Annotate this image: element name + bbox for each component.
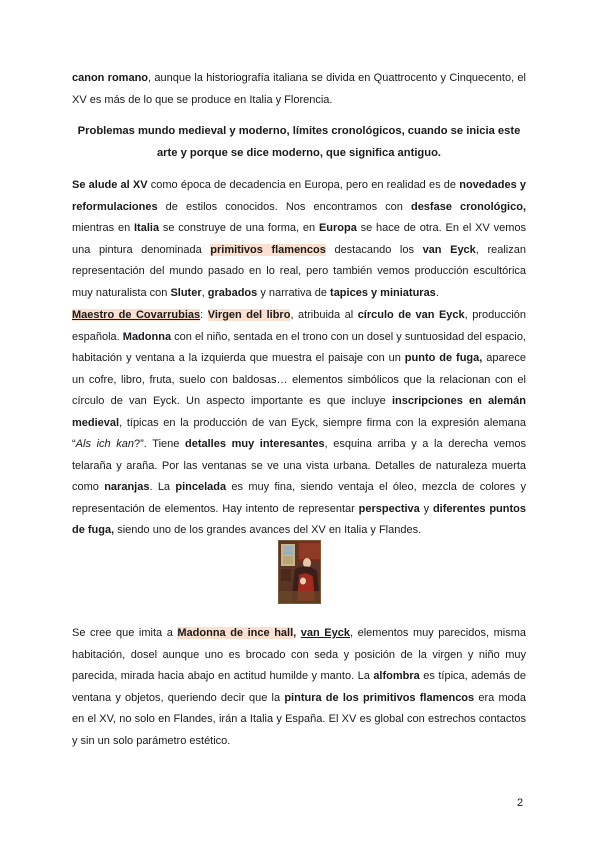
bold-term: punto de fuga,	[404, 352, 483, 364]
text-run: , producción española.	[72, 309, 527, 343]
text-run: con el niño, sentada en el trono con un dosel y suntuosidad del espacio, habitación y ventana a la izquierda que muestra el paisaje con un	[72, 330, 526, 364]
bold-term: grabados	[207, 286, 258, 299]
text-run: , esquina arriba y a la derecha vemos telaraña y araña. Por las ventanas se ve una vista urbana. Detalles de naturaleza muerta como	[72, 438, 526, 493]
paragraph-covarrubias	[72, 305, 526, 542]
text-run: se hace de otra. En el XV vemos una pintura denominada	[72, 222, 526, 256]
text-run: de estilos conocidos. Nos encontramos con	[157, 200, 411, 213]
text-run: ,	[201, 286, 208, 299]
bold-term: Italia	[134, 222, 160, 234]
painting-thumbnail	[278, 540, 321, 604]
bold-term: novedades y reformulaciones	[72, 179, 526, 213]
bold-term: inscripciones en alemán medieval	[72, 395, 526, 429]
text-run: siendo uno de los grandes avances del XV en Italia y Flandes.	[114, 524, 422, 536]
text-run: es típica, además de ventana y objetos, queriendo decir que la	[72, 670, 526, 704]
text-run: es muy fina, siendo ventaja el óleo, mezcla de colores y representación de elementos. Hay intento de representar	[72, 481, 526, 515]
text-run: :	[200, 309, 208, 321]
text-run: , aunque la historiografía italiana se divida en Quattrocento y Cinquecento, el XV es más de lo que se produce en Italia y Florencia.	[72, 72, 526, 106]
madonna-painting-image	[279, 541, 321, 604]
text-run: . La	[149, 481, 176, 493]
paragraph-intro	[72, 68, 526, 111]
italic-quote: Als ich kan	[75, 438, 134, 450]
section-heading: Problemas mundo medieval y moderno, límites cronológicos, cuando se inicia este arte y porque se dice moderno, que significa antiguo.	[77, 125, 521, 159]
text-run: mientras en	[72, 222, 134, 234]
page-number: 2	[517, 797, 524, 809]
text-run: , típicas en la producción de van Eyck, siempre firma con la expresión alemana “	[72, 416, 526, 450]
bold-term: perspectiva	[358, 502, 420, 515]
bold-term: desfase cronológico,	[410, 200, 527, 213]
bold-term: pintura de los primitivos flamencos	[284, 691, 475, 704]
text-run: Se cree que imita a	[72, 627, 178, 639]
bold-term: Se alude al XV	[72, 179, 148, 191]
text-run: ?”. Tiene	[134, 438, 185, 450]
bold-term: canon romano	[72, 72, 149, 84]
highlighted-term: primitivos flamencos	[210, 243, 326, 256]
highlighted-term: Virgen del libro	[207, 309, 291, 321]
bold-term: pincelada	[175, 481, 227, 493]
bold-term: Europa	[318, 222, 357, 234]
highlighted-term: Madonna de ince hall	[177, 627, 294, 639]
highlighted-term: Maestro de Covarrubias	[72, 309, 201, 321]
bold-term: Sluter	[170, 286, 202, 299]
text-run: destacando los	[325, 243, 423, 256]
bold-term: alfombra	[373, 670, 420, 682]
bold-term: diferentes puntos de fuga,	[72, 502, 526, 536]
bold-term: círculo de van Eyck	[357, 309, 465, 321]
bold-term: tapices y miniaturas	[330, 286, 436, 299]
paragraph-xv-century	[72, 175, 526, 304]
text-run: ,	[293, 627, 301, 639]
text-run: como época de decadencia en Europa, pero en realidad es de	[147, 179, 460, 191]
text-run: .	[435, 286, 439, 299]
text-run: y	[419, 502, 433, 515]
bold-term: Madonna	[122, 330, 172, 343]
bold-term: naranjas	[104, 481, 150, 493]
underlined-term: van Eyck	[300, 627, 350, 639]
text-run: , atribuida al	[290, 309, 358, 321]
text-run: , realizan representación del mundo pasado en lo real, pero también vemos producción escultórica muy naturalista con	[72, 243, 526, 299]
text-run: y narrativa de	[257, 286, 331, 299]
text-run: , elementos muy parecidos, misma habitación, dosel aunque uno es brocado con seda y posición de la virgen y niño muy parecida, mirada hacia abajo en actitud humilde y manto. La	[72, 627, 526, 682]
text-run: era moda en el XV, no solo en Flandes, irán a Italia y España. El XV es global con estrechos contactos y sin un solo parámetro estético.	[72, 691, 526, 747]
paragraph-ince-hall	[72, 623, 526, 752]
bold-term: van Eyck	[422, 243, 476, 256]
text-run: se construye de una forma, en	[159, 222, 319, 234]
text-run: aparece un cofre, libro, fruta, suelo con baldosas… elementos simbólicos que la relacionan con el círculo de van Eyck. Un aspecto importante es que incluye	[72, 352, 527, 407]
bold-term: detalles muy interesantes	[184, 438, 325, 450]
